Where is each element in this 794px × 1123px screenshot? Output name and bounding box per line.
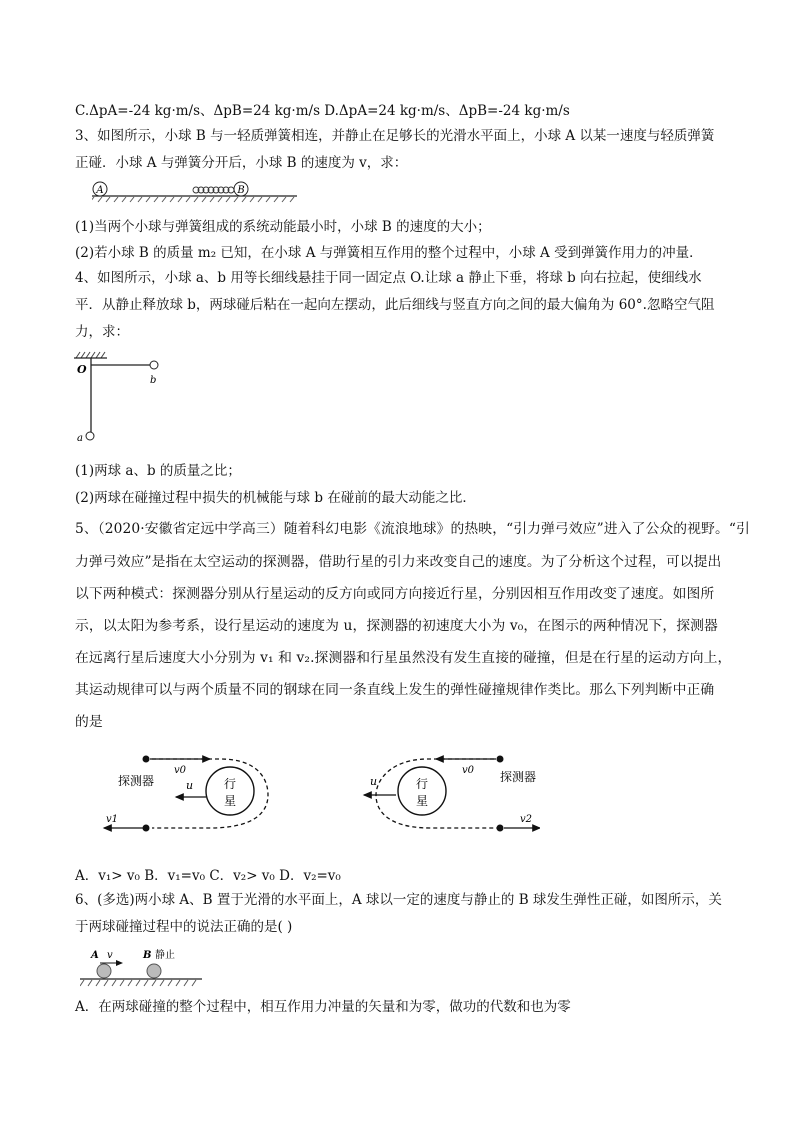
ball-a-label: A [96, 185, 104, 196]
v1-label: v1 [106, 814, 119, 825]
q5-text-3: 以下两种模式：探测器分别从行星运动的反方向或同方向接近行星，分别因相互作用改变了速度。如图所 [75, 586, 715, 602]
q5-text-6: 其运动规律可以与两个质量不同的钢球在同一条直线上发生的弹性碰撞规律作类比。那么下列判断中正确 [75, 682, 715, 698]
probe-label: 探测器 [118, 774, 155, 788]
planet2-label-1: 行 [415, 777, 429, 791]
q6-option-a: A．在两球碰撞的整个过程中，相互作用力冲量的矢量和为零，做功的代数和也为零 [75, 999, 571, 1015]
ball-b-label: B [237, 185, 245, 196]
q6-text-1: 6、(多选)两小球 A、B 置于光滑的水平面上，A 球以一定的速度与静止的 B 球发生弹性正碰，如图所示，关 [75, 892, 722, 908]
q6-text-2: 于两球碰撞过程中的说法正确的是( ) [75, 919, 293, 935]
ball-a-label: A [91, 950, 99, 961]
planet-label-2: 星 [223, 794, 237, 808]
v0-label-2: v0 [462, 765, 475, 776]
v-label: v [107, 950, 113, 961]
ball-b [147, 964, 161, 978]
ball-b-label: b [150, 375, 157, 386]
q3-text-2: 正碰．小球 A 与弹簧分开后，小球 B 的速度为 v，求： [75, 155, 408, 171]
q5-text-2: 力弹弓效应”是指在太空运动的探测器，借助行星的引力来改变自己的速度。为了分析这个过程，可以提出 [75, 554, 722, 570]
probe-label-2: 探测器 [500, 770, 537, 784]
ball-a [97, 964, 111, 978]
slingshot-case-2 [364, 756, 540, 832]
q3-part-2: (2)若小球 B 的质量 m₂ 已知，在小球 A 与弹簧相互作用的整个过程中，小球 A 受到弹簧作用力的冲量． [75, 245, 703, 261]
q4-part-1: (1)两球 a、b 的质量之比； [75, 463, 241, 479]
q5-figure [100, 745, 540, 845]
ball-a-label: a [77, 433, 83, 444]
slingshot-case-1 [104, 756, 268, 832]
q3-text-1: 3、如图所示，小球 B 与一轻质弹簧相连，并静止在足够长的光滑水平面上，小球 A 以某一速度与轻质弹簧 [75, 128, 715, 144]
q5-text-5: 在远离行星后速度大小分别为 v₁ 和 v₂.探测器和行星虽然没有发生直接的碰撞，但是在行星的运动方向上， [75, 650, 732, 666]
spring [193, 187, 234, 193]
v0-label: v0 [174, 765, 187, 776]
u-label-2: u [370, 775, 378, 788]
q4-text-3: 力，求： [75, 324, 129, 340]
q4-figure [74, 350, 174, 446]
rest-label: 静止 [155, 950, 175, 961]
q3-part-1: (1)当两个小球与弹簧组成的系统动能最小时，小球 B 的速度的大小； [75, 219, 491, 235]
q5-options: A．v₁> v₀ B．v₁=v₀ C．v₂> v₀ D．v₂=v₀ [75, 868, 341, 884]
u-label: u [186, 779, 194, 792]
q5-text-1: 5、（2020·安徽省定远中学高三）随着科幻电影《流浪地球》的热映，“引力弹弓效应”进入了公众的视野。“引 [75, 521, 750, 537]
ball-a [86, 432, 94, 440]
q3-figure [92, 180, 302, 204]
v2-label: v2 [520, 814, 533, 825]
q4-text-1: 4、如图所示，小球 a、b 用等长细线悬挂于同一固定点 O.让球 a 静止下垂，将球 b 向右拉起，使细线水 [75, 270, 702, 286]
q5-text-4: 示，以太阳为参考系，设行星运动的速度为 u，探测器的初速度大小为 v₀，在图示的两种情况下，探测器 [75, 618, 718, 634]
q4-part-2: (2)两球在碰撞过程中损失的机械能与球 b 在碰前的最大动能之比． [75, 490, 476, 506]
planet2-label-2: 星 [415, 794, 429, 808]
ball-b-label: B [143, 950, 152, 961]
ball-b [150, 361, 158, 369]
q5-text-7: 的是 [75, 714, 103, 730]
point-o-label: O [77, 363, 87, 376]
q4-text-2: 平．从静止释放球 b，两球碰后粘在一起向左摆动，此后细线与竖直方向之间的最大偏角为 60°.忽略空气阻 [75, 297, 715, 313]
q2-options-cd: C.ΔpA=-24 kg·m/s、ΔpB=24 kg·m/s D.ΔpA=24 kg·m/s、ΔpB=-24 kg·m/s [75, 103, 570, 119]
q6-figure [80, 944, 205, 989]
planet-label-1: 行 [223, 777, 237, 791]
